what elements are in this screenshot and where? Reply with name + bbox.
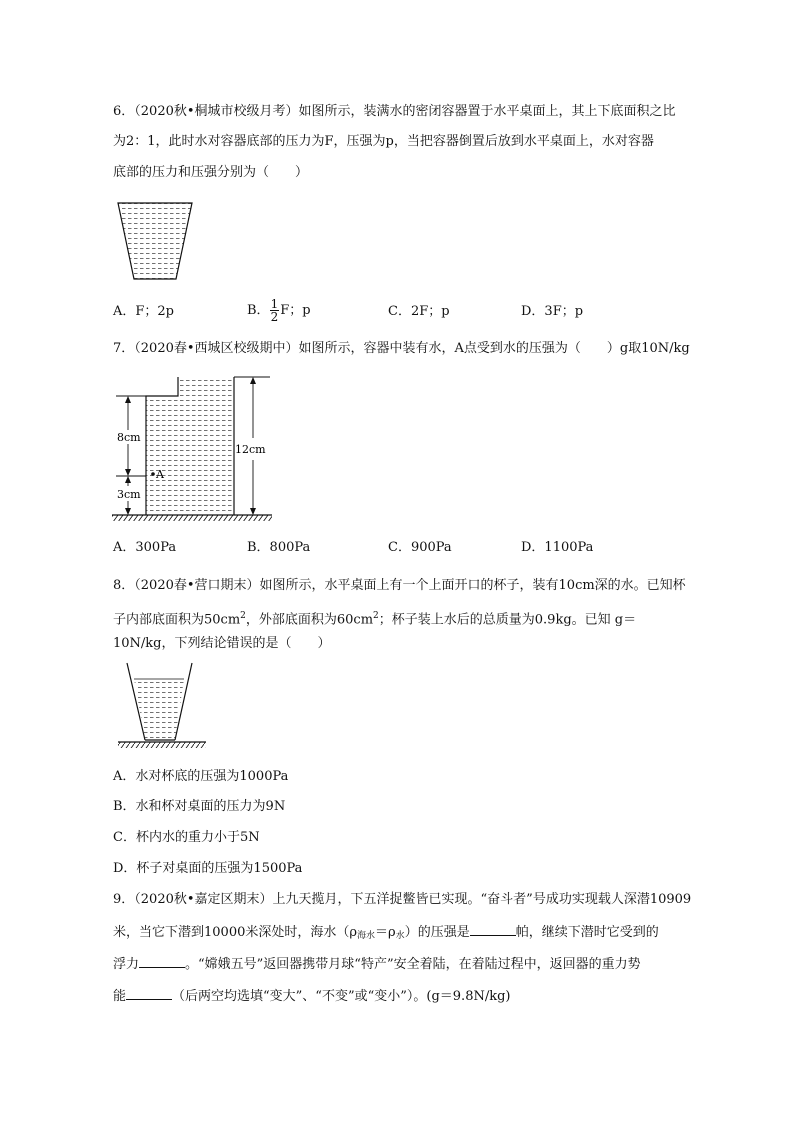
q9-line-2-part-d: 帕，继续下潜时它受到的 xyxy=(515,925,659,940)
q6-option-b-prefix: B． xyxy=(247,303,270,318)
q6-line-1: 6．（2020秋•桐城市校级月考）如图所示，装满水的密闭容器置于水平桌面上，其上下底面积之比 xyxy=(113,104,676,119)
subscript: 水 xyxy=(395,931,405,941)
q9-line-4-part-a: 能 xyxy=(113,989,127,1004)
label-12cm: 12cm xyxy=(235,443,266,456)
q6-option-d: D．3F；p xyxy=(521,304,584,319)
q9-line-3-part-b: 。“嫦娥五号”返回器携带月球“特产”安全着陆，在着陆过程中，返回器的重力势 xyxy=(185,957,641,972)
point-a-marker xyxy=(151,472,155,476)
q9-line-3-part-a: 浮力 xyxy=(113,957,140,972)
q7-option-d: D．1100Pa xyxy=(521,540,594,555)
q6-option-a: A．F；2p xyxy=(113,304,175,319)
q8-line-2-part-b: ，外部底面积为60cm xyxy=(245,612,374,628)
q7-line-1: 7．（2020春•西城区校级期中）如图所示，容器中装有水，A点受到水的压强为（ ）g取10N/kg xyxy=(113,341,690,356)
q8-option-a: A．水对杯底的压强为1000Pa xyxy=(113,769,289,784)
q7-stepped-container-figure xyxy=(108,368,280,528)
q7-option-b: B．800Pa xyxy=(247,540,311,555)
label-point-a: A xyxy=(156,468,164,481)
q8-line-1: 8．（2020春•营口期末）如图所示，水平桌面上有一个上面开口的杯子，装有10cm深的水。已知杯 xyxy=(113,578,686,593)
q9-line-2 xyxy=(113,923,659,945)
q8-option-b: B．水和杯对桌面的压力为9N xyxy=(113,799,286,814)
fraction-numerator: 1 xyxy=(270,297,279,311)
superscript: 2 xyxy=(240,611,246,621)
q6-option-c: C．2F；p xyxy=(388,304,450,319)
answer-blank-1[interactable] xyxy=(470,923,516,936)
q6-option-b-suffix: F；p xyxy=(280,303,311,318)
superscript: 2 xyxy=(373,611,379,621)
q9-line-3 xyxy=(113,955,641,974)
q9-line-2-part-b: ＝ρ xyxy=(375,925,396,940)
q7-option-c: C．900Pa xyxy=(388,540,452,555)
q8-line-2 xyxy=(113,607,636,629)
q9-line-1: 9．（2020秋•嘉定区期末）上九天揽月，下五洋捉鳖皆已实现。“奋斗者”号成功实现载人深潜10909 xyxy=(113,892,692,907)
q8-line-2-part-a: 子内部底面积为50cm xyxy=(113,612,241,628)
q6-option-b-fraction xyxy=(270,298,280,323)
q8-option-d: D．杯子对桌面的压强为1500Pa xyxy=(113,861,303,876)
answer-blank-3[interactable] xyxy=(126,987,172,1000)
q8-line-2-part-c: ；杯子装上水后的总质量为0.9kg。已知 g＝ xyxy=(378,612,637,628)
subscript: 海水 xyxy=(357,931,376,941)
q6-line-2: 为2：1，此时水对容器底部的压力为F，压强为p，当把容器倒置后放到水平桌面上，水对容器 xyxy=(113,134,654,149)
q8-cup-on-table-figure xyxy=(114,660,210,754)
q9-line-4-part-b: （后两空均选填“变大”、“不变”或“变小”）。(g＝9.8N/kg) xyxy=(172,989,511,1004)
q6-line-3: 底部的压力和压强分别为（ ） xyxy=(113,165,309,180)
q8-option-c: C．杯内水的重力小于5N xyxy=(113,830,260,845)
answer-blank-2[interactable] xyxy=(139,955,185,968)
fraction-denominator: 2 xyxy=(270,310,279,324)
q9-line-2-part-a: 米，当它下潜到10000米深处时，海水（ρ xyxy=(113,925,357,940)
q8-line-3: 10N/kg，下列结论错误的是（ ） xyxy=(113,636,331,651)
q9-line-2-part-c: ）的压强是 xyxy=(404,925,470,940)
label-8cm: 8cm xyxy=(117,431,141,444)
label-3cm: 3cm xyxy=(117,488,141,501)
q6-inverted-trapezoid-container-figure xyxy=(110,196,200,286)
q6-option-b xyxy=(247,298,311,323)
q9-line-4 xyxy=(113,987,511,1006)
q7-option-a: A．300Pa xyxy=(113,540,177,555)
